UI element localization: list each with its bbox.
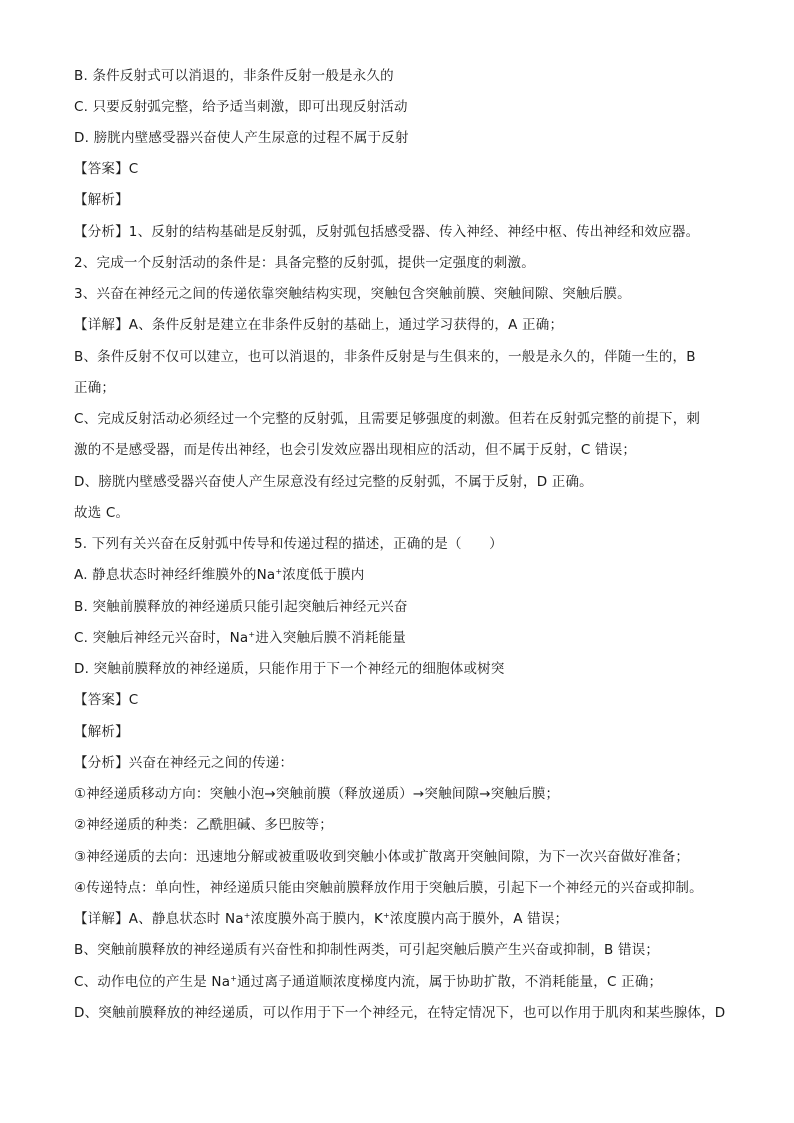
option-c: C. 只要反射弧完整，给予适当刺激，即可出现反射活动: [74, 99, 408, 115]
sodium-symbol: Na: [256, 567, 276, 583]
plus-charge: +: [275, 567, 283, 576]
detail2-c-tail: 通过离子通道顺浓度梯度内流，属于协助扩散，不消耗能量，C 正确；: [237, 974, 663, 990]
detail-c: C、完成反射活动必须经过一个完整的反射弧，且需要足够强度的刺激。但若在反射弧完整的前提下，刺: [74, 411, 701, 427]
analysis-intro-2: 【分析】兴奋在神经元之间的传递：: [74, 755, 294, 771]
analysis-point-2: 2、完成一个反射活动的条件是：具备完整的反射弧，提供一定强度的刺激。: [74, 255, 535, 271]
plus-charge: +: [230, 974, 238, 983]
q5-option-a: [74, 565, 364, 585]
detail2-d: D、突触前膜释放的神经递质，可以作用于下一个神经元，在特定情况下，也可以作用于肌肉和某些腺体，D: [74, 1005, 726, 1021]
analysis-label-2: 【解析】: [74, 724, 129, 740]
detail-a: 【详解】A、条件反射是建立在非条件反射的基础上，通过学习获得的，A 正确；: [74, 317, 564, 333]
analysis-item-4: ④传递特点：单向性，神经递质只能由突触前膜释放作用于突触后膜，引起下一个神经元的兴奋或抑制。: [74, 880, 703, 896]
detail-b-cont: 正确；: [74, 380, 116, 396]
q5-option-a-tail: 浓度低于膜内: [282, 567, 365, 583]
detail2-a-mid: 浓度膜外高于膜内，: [250, 911, 374, 927]
answer-label-2: 【答案】C: [74, 692, 139, 708]
analysis-item-3: ③神经递质的去向：迅速地分解或被重吸收到突触小体或扩散离开突触间隙，为下一次兴奋做好准备；: [74, 849, 690, 865]
q5-option-c-text: C. 突触后神经元兴奋时，: [74, 630, 230, 646]
analysis-item-1: ①神经递质移动方向：突触小泡→突触前膜（释放递质）→突触间隙→突触后膜；: [74, 786, 560, 802]
plus-charge: +: [248, 630, 256, 639]
q5-option-d: D. 突触前膜释放的神经递质，只能作用于下一个神经元的细胞体或树突: [74, 661, 505, 677]
q5-option-c: [74, 628, 406, 648]
sodium-symbol: Na: [211, 974, 231, 990]
analysis-item-2: ②神经递质的种类：乙酰胆碱、多巴胺等；: [74, 817, 333, 833]
detail2-a: [74, 909, 568, 929]
detail2-c-text: C、动作电位的产生是: [74, 974, 212, 990]
sodium-symbol: Na: [229, 630, 249, 646]
detail2-c: [74, 972, 662, 992]
detail-c-cont: 激的不是感受器，而是传出神经，也会引发效应器出现相应的活动，但不属于反射，C 错误；: [74, 442, 637, 458]
detail2-b: B、突触前膜释放的神经递质有兴奋性和抑制性两类，可引起突触后膜产生兴奋或抑制，B 错误；: [74, 942, 660, 958]
sodium-symbol: Na: [224, 911, 244, 927]
detail2-a-text: 【详解】A、静息状态时: [74, 911, 225, 927]
answer-label: 【答案】C: [74, 161, 139, 177]
plus-charge: +: [383, 911, 390, 920]
question-5: 5. 下列有关兴奋在反射弧中传导和传递过程的描述，正确的是（ ）: [74, 536, 503, 552]
analysis-label: 【解析】: [74, 192, 129, 208]
analysis-point-1: 【分析】1、反射的结构基础是反射弧，反射弧包括感受器、传入神经、神经中枢、传出神经和效应器。: [74, 224, 700, 240]
choose-answer: 故选 C。: [74, 505, 130, 521]
analysis-point-3: 3、兴奋在神经元之间的传递依靠突触结构实现，突触包含突触前膜、突触间隙、突触后膜。: [74, 286, 631, 302]
option-b: B. 条件反射式可以消退的，非条件反射一般是永久的: [74, 68, 394, 84]
detail-d: D、膀胱内壁感受器兴奋使人产生尿意没有经过完整的反射弧，不属于反射，D 正确。: [74, 474, 593, 490]
q5-option-a-text: A. 静息状态时神经纤维膜外的: [74, 567, 257, 583]
potassium-symbol: K: [373, 911, 383, 927]
detail-b: B、条件反射不仅可以建立，也可以消退的，非条件反射是与生俱来的，一般是永久的，伴随一生的，B: [74, 349, 696, 365]
detail2-a-tail: 浓度膜内高于膜外，A 错误；: [389, 911, 569, 927]
q5-option-c-tail: 进入突触后膜不消耗能量: [255, 630, 406, 646]
q5-option-b: B. 突触前膜释放的神经递质只能引起突触后神经元兴奋: [74, 599, 408, 615]
option-d: D. 膀胱内壁感受器兴奋使人产生尿意的过程不属于反射: [74, 130, 409, 146]
plus-charge: +: [243, 911, 251, 920]
